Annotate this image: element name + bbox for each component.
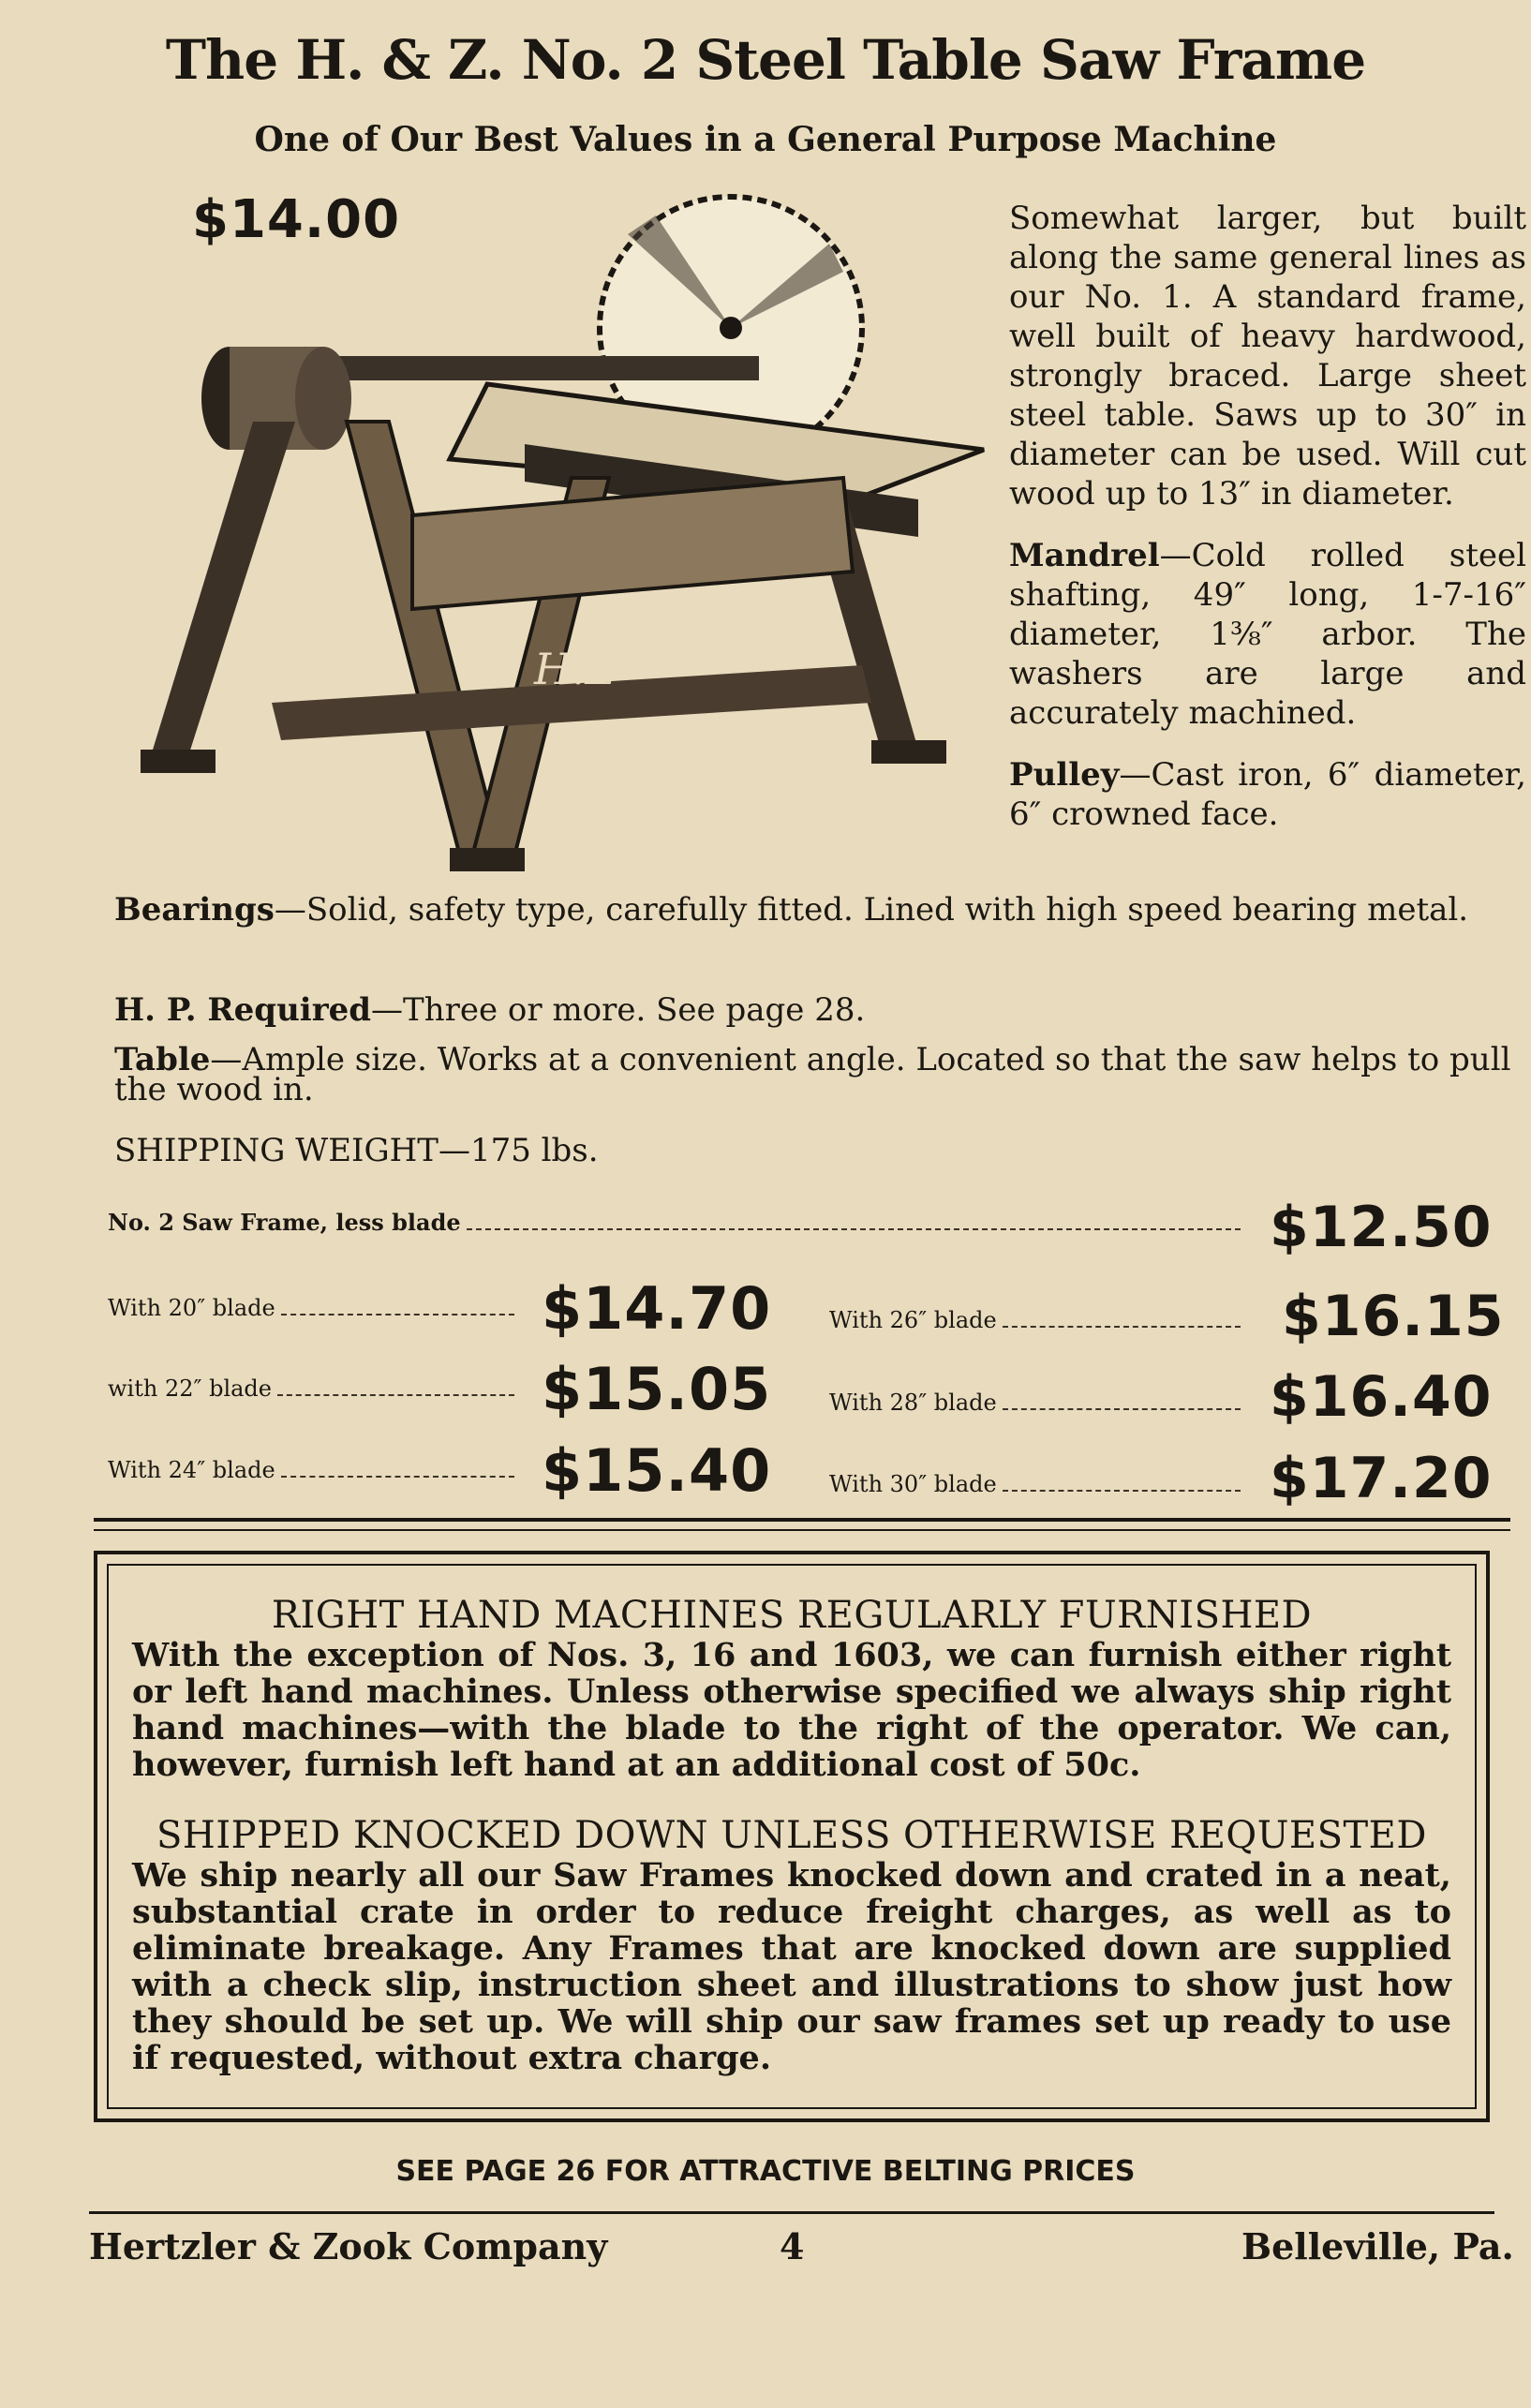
- shipping-weight: SHIPPING WEIGHT—175 lbs.: [114, 1132, 599, 1169]
- base-price-row: [108, 1209, 1246, 1236]
- dot-leader: [281, 1476, 514, 1478]
- price-value: $15.40: [542, 1436, 772, 1505]
- base-price: $12.50: [1270, 1195, 1493, 1260]
- price-row-right-1: [829, 1307, 1246, 1333]
- bearings-text: —Solid, safety type, carefully fitted. Lined with high speed bearing metal.: [274, 891, 1469, 929]
- page-subtitle: One of Our Best Values in a General Purpose Machine: [254, 120, 1277, 159]
- divider: [94, 1518, 1510, 1522]
- table-label: Table: [114, 1041, 211, 1078]
- notice-heading-2: SHIPPED KNOCKED DOWN UNLESS OTHERWISE REQUESTED: [156, 1814, 1427, 1857]
- dot-leader: [467, 1228, 1241, 1230]
- price-value: $17.20: [1270, 1446, 1493, 1511]
- price-label: With 26″ blade: [829, 1307, 997, 1333]
- notice-heading-1: RIGHT HAND MACHINES REGULARLY FURNISHED: [271, 1594, 1313, 1637]
- main-price: $14.00: [192, 189, 401, 250]
- bearings-spec: [114, 891, 1520, 929]
- hp-spec: [114, 991, 1520, 1029]
- mandrel-label: Mandrel: [1009, 537, 1160, 574]
- divider: [94, 1529, 1510, 1531]
- pulley-paragraph: [1009, 755, 1526, 834]
- hp-label: H. P. Required: [114, 991, 372, 1029]
- price-row-left-3: [108, 1457, 520, 1483]
- belting-note: SEE PAGE 26 FOR ATTRACTIVE BELTING PRICES: [395, 2155, 1136, 2188]
- mandrel-text: —Cold rolled steel shafting, 49″ long, 1-7-16″ diameter, 1⅜″ arbor. The washers are large and accurately machined.: [1009, 537, 1526, 732]
- price-value: $15.05: [542, 1355, 772, 1423]
- description-column: [1009, 199, 1526, 856]
- page-number: 4: [780, 2225, 805, 2267]
- price-value: $16.15: [1282, 1284, 1505, 1349]
- dot-leader: [1003, 1490, 1241, 1492]
- pulley-text: —Cast iron, 6″ diameter, 6″ crowned face.: [1009, 756, 1526, 833]
- saw-frame-illustration: [131, 178, 993, 890]
- dot-leader: [281, 1314, 514, 1315]
- footer-company: Hertzler & Zook Company: [89, 2225, 608, 2267]
- hp-text: —Three or more. See page 28.: [371, 991, 866, 1029]
- notice-box-inner: [107, 1564, 1477, 2109]
- knocked-down-section: [132, 1814, 1451, 2076]
- notice-box: [94, 1551, 1490, 2122]
- price-label: With 20″ blade: [108, 1295, 275, 1321]
- price-label: With 30″ blade: [829, 1471, 997, 1497]
- page-title: The H. & Z. No. 2 Steel Table Saw Frame: [165, 28, 1366, 92]
- intro-paragraph: Somewhat larger, but built along the same general lines as our No. 1. A standard frame, well built of heavy hardwood, strongly braced. Large sheet steel table. Saws up to 30″ in diameter can be used. Will cut wood up to 13″ in diameter.: [1009, 200, 1526, 513]
- notice-text-1: With the exception of Nos. 3, 16 and 1603, we can furnish either right or left hand machines. Unless otherwise specified we always ship right hand machines—with the blade to the right of the operator. We can, however, furnish left hand at an additional cost of 50c.: [132, 1636, 1451, 1784]
- svg-text:H.Z: H.Z: [534, 644, 616, 694]
- base-price-label: No. 2 Saw Frame, less blade: [108, 1209, 461, 1236]
- price-value: $14.70: [542, 1274, 772, 1343]
- price-label: with 22″ blade: [108, 1375, 272, 1402]
- dot-leader: [1003, 1326, 1241, 1328]
- price-label: With 28″ blade: [829, 1390, 997, 1416]
- price-value: $16.40: [1270, 1364, 1493, 1430]
- price-row-left-2: [108, 1375, 520, 1402]
- price-row-right-2: [829, 1390, 1246, 1416]
- price-row-left-1: [108, 1295, 520, 1321]
- price-label: With 24″ blade: [108, 1457, 275, 1483]
- price-row-right-3: [829, 1471, 1246, 1497]
- bearings-label: Bearings: [114, 891, 275, 929]
- footer-location: Belleville, Pa.: [1241, 2225, 1514, 2267]
- mandrel-paragraph: [1009, 536, 1526, 733]
- right-hand-section: [132, 1594, 1451, 1783]
- table-text: —Ample size. Works at a convenient angle. Located so that the saw helps to pull the wood in.: [114, 1041, 1511, 1108]
- notice-text-2: We ship nearly all our Saw Frames knocked down and crated in a neat, substantial crate in order to reduce freight charges, as well as to eliminate breakage. Any Frames that are knocked down are supplied with a check slip, instruction sheet and illustrations to show just how they should be set up. We will ship our saw frames set up ready to use if requested, without extra charge.: [132, 1856, 1451, 2077]
- dot-leader: [1003, 1408, 1241, 1410]
- pulley-label: Pulley: [1009, 756, 1120, 794]
- footer-divider: [89, 2211, 1494, 2214]
- table-spec: [114, 1041, 1520, 1108]
- dot-leader: [277, 1394, 514, 1396]
